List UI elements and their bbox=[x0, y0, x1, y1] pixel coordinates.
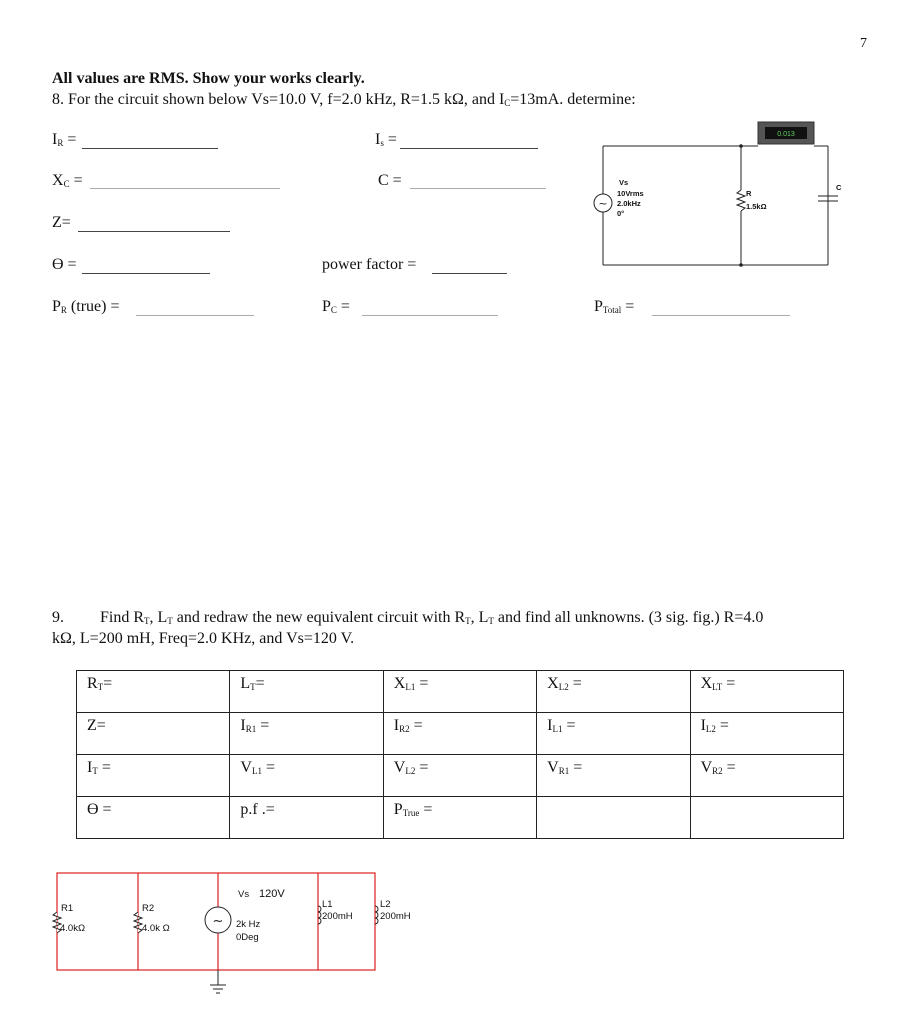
cell-label-equals: = bbox=[715, 717, 729, 734]
q9-vs-phase: 0Deg bbox=[236, 932, 259, 943]
page-number: 7 bbox=[860, 36, 867, 51]
cell-label-subscript: LT bbox=[712, 682, 723, 692]
answer-cell[interactable] bbox=[77, 755, 230, 797]
cell-label-equals: = bbox=[415, 759, 429, 776]
r1-value: 4.0kΩ bbox=[60, 923, 86, 934]
answer-cell[interactable] bbox=[230, 797, 383, 839]
ac-source-icon: ~ bbox=[598, 197, 608, 210]
cell-label: R bbox=[87, 675, 98, 692]
answer-cell[interactable] bbox=[383, 713, 536, 755]
answer-cell[interactable] bbox=[537, 713, 690, 755]
r1-name: R1 bbox=[61, 903, 74, 914]
cell-label: X bbox=[393, 675, 406, 692]
cell-label-subscript: True bbox=[402, 808, 420, 818]
vs-voltage: 10Vrms bbox=[617, 189, 644, 198]
answer-cell[interactable] bbox=[230, 713, 383, 755]
cell-label: I bbox=[87, 759, 93, 776]
cell-label-subscript: R1 bbox=[558, 766, 570, 776]
q9-vs-frequency: 2k Hz bbox=[236, 919, 261, 930]
power-factor-label: power factor = bbox=[322, 256, 417, 273]
cell-label-equals: = bbox=[255, 675, 265, 692]
answer-cell[interactable] bbox=[690, 671, 843, 713]
vs-frequency: 2.0kHz bbox=[617, 199, 641, 208]
cell-label-subscript: L1 bbox=[251, 766, 262, 776]
r-value: 1.5kΩ bbox=[746, 202, 767, 211]
cell-label-equals: = bbox=[562, 717, 576, 734]
cell-label-equals: = bbox=[419, 801, 433, 818]
is-label: $I_s$ = bbox=[375, 131, 397, 148]
cell-label: P bbox=[393, 801, 403, 818]
cell-label-equals: = bbox=[569, 759, 583, 776]
answer-cell[interactable] bbox=[77, 671, 230, 713]
l2-name: L2 bbox=[380, 899, 391, 910]
answer-cell[interactable] bbox=[230, 755, 383, 797]
vs-phase: 0° bbox=[617, 209, 625, 218]
cell-label: V bbox=[393, 759, 406, 776]
answer-cell[interactable] bbox=[537, 755, 690, 797]
table-row bbox=[77, 713, 844, 755]
pr-label: $P_R$ (true) = bbox=[52, 298, 120, 315]
vs-name: Vs bbox=[619, 178, 629, 187]
cell-label-subscript: R2 bbox=[712, 766, 723, 776]
ptotal-label: $P_{Total}$ = bbox=[594, 298, 635, 315]
answer-cell[interactable] bbox=[537, 797, 690, 839]
cell-label: p.f .= bbox=[240, 801, 275, 818]
cell-label: I bbox=[240, 717, 246, 734]
z-label: Z= bbox=[52, 214, 71, 231]
pc-label: $P_C$ = bbox=[322, 298, 350, 315]
cell-label-equals: = bbox=[722, 759, 736, 776]
answer-cell[interactable] bbox=[77, 797, 230, 839]
ir-label: $I_R$ = bbox=[52, 131, 77, 148]
c-name: C bbox=[836, 183, 842, 192]
answer-cell[interactable] bbox=[690, 713, 843, 755]
answer-cell[interactable] bbox=[383, 797, 536, 839]
cell-label: X bbox=[700, 675, 713, 692]
cell-label-subscript: R1 bbox=[245, 724, 257, 734]
cell-label-subscript: L2 bbox=[405, 766, 416, 776]
cell-label-equals: = bbox=[97, 759, 111, 776]
cell-label: X bbox=[547, 675, 559, 692]
cell-label-subscript: T bbox=[250, 682, 256, 692]
cell-label: I bbox=[393, 717, 400, 734]
cell-label-equals: = bbox=[415, 675, 429, 692]
answer-cell[interactable] bbox=[77, 713, 230, 755]
question-9-text-line2: kΩ, L=200 mH, Freq=2.0 KHz, and Vs=120 V. bbox=[52, 630, 355, 647]
cell-label-equals: = bbox=[722, 675, 736, 692]
cell-label-subscript: L2 bbox=[705, 724, 716, 734]
question-9-text-line1: 9. Find $R_T$, $L_T$ and redraw the new equivalent circuit with $R_T$, $L_T$ and find all unknowns. (3 sig. fig.) R=4.0 bbox=[52, 609, 764, 626]
answer-cell[interactable] bbox=[690, 797, 843, 839]
q9-ac-source-icon: ~ bbox=[212, 914, 224, 929]
answer-cell[interactable] bbox=[230, 671, 383, 713]
cell-label-equals: = bbox=[261, 759, 275, 776]
cell-label: I bbox=[700, 717, 706, 734]
q9-vs-value: 120V bbox=[259, 888, 285, 900]
l1-name: L1 bbox=[322, 899, 333, 910]
xc-label: $X_C$ = bbox=[52, 172, 83, 189]
cell-label-equals: = bbox=[103, 675, 113, 692]
instructions-heading: All values are RMS. Show your works clearly. bbox=[52, 70, 365, 87]
q9-answer-table bbox=[76, 670, 844, 839]
cell-label-subscript: L1 bbox=[552, 724, 563, 734]
cell-label-subscript: T bbox=[92, 766, 98, 776]
cell-label: Z= bbox=[87, 717, 106, 734]
q9-vs-name: Vs bbox=[238, 889, 250, 900]
cell-label-equals: = bbox=[409, 717, 423, 734]
cell-label-subscript: L1 bbox=[405, 682, 416, 692]
cell-label: V bbox=[547, 759, 559, 776]
c-label: C = bbox=[378, 172, 402, 189]
r2-value: 4.0k Ω bbox=[142, 923, 170, 934]
l1-value: 200mH bbox=[322, 911, 353, 922]
r2-name: R2 bbox=[142, 903, 155, 914]
answer-cell[interactable] bbox=[383, 671, 536, 713]
cell-label: I bbox=[547, 717, 553, 734]
question-8-text: 8. For the circuit shown below Vs=10.0 V, f=2.0 kHz, R=1.5 kΩ, and $I_C=13mA$. determine: bbox=[52, 91, 636, 108]
cell-label: ϴ = bbox=[87, 801, 112, 818]
r-name: R bbox=[746, 189, 752, 198]
answer-cell[interactable] bbox=[537, 671, 690, 713]
cell-label: V bbox=[240, 759, 252, 776]
cell-label-equals: = bbox=[256, 717, 270, 734]
l2-value: 200mH bbox=[380, 911, 411, 922]
cell-label: L bbox=[240, 675, 251, 692]
table-row bbox=[77, 671, 844, 713]
cell-label-subscript: L2 bbox=[558, 682, 569, 692]
cell-label-subscript: T bbox=[97, 682, 104, 692]
cell-label-equals: = bbox=[568, 675, 582, 692]
table-row bbox=[77, 755, 844, 797]
answer-cell[interactable] bbox=[383, 755, 536, 797]
ammeter-reading: 0.013 bbox=[777, 131, 795, 138]
answer-cell[interactable] bbox=[690, 755, 843, 797]
cell-label: V bbox=[700, 759, 713, 776]
theta-label: ϴ = bbox=[52, 256, 77, 273]
cell-label-subscript: R2 bbox=[399, 724, 410, 734]
table-row bbox=[77, 797, 844, 839]
